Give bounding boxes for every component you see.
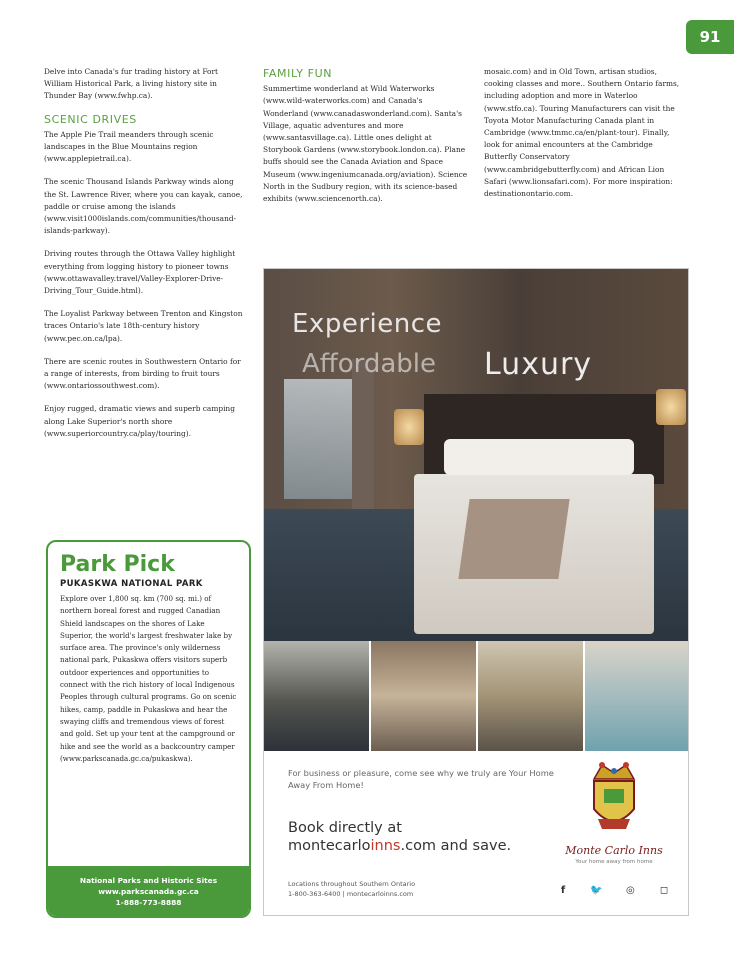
ad-tagline: For business or pleasure, come see why we truly are Your Home Away From Home! <box>288 768 554 790</box>
hero-window <box>284 379 354 499</box>
scenic-drives-heading: SCENIC DRIVES <box>44 112 137 126</box>
twitter-icon[interactable]: 🐦 <box>590 885 603 896</box>
intro-paragraph: Delve into Canada's fur trading history at Fort William Historical Park, a living history site in Thunder Bay (www.fwhp.ca). <box>44 67 219 101</box>
family-paragraph: Summertime wonderland at Wild Waterworks (www.wild-waterworks.com) and Canada's Wonderland (www.canadaswonderland.com). Santa's Village, aquatic adventures and more (www.santasvillage.ca). Little ones delight at Storybook Gardens (www.storybook.london.ca). Plane buffs should see the Canada Aviation and Space Museum (www.ingeniumcanada.org/aviation). Science North in the Sudbury region, with its science-based exhibits (www.sciencenorth.ca). <box>263 84 468 204</box>
ad-thumbnail-strip <box>264 641 689 751</box>
ad-headline-3: Luxury <box>484 347 593 382</box>
right-paragraph: mosaic.com) and in Old Town, artisan studios, cooking classes and more.. Southern Ontario farms, including adoption and more in Waterloo (www.stfo.ca). Touring Manufacturers can visit the Toyota Motor Manufacturing Canada plant in Cambridge (www.tmmc.ca/en/plant-tour). Finally, look for animal encounters at the Cambridge Butterfly Conservatory (www.cambridgebutterfly.com) and African Lion Safari (www.lionsafari.com). For more inspiration: destinationontario.com. <box>484 67 680 199</box>
column-right <box>484 66 684 211</box>
hotel-advertisement[interactable] <box>263 268 689 916</box>
footer-line-1: National Parks and Historic Sites <box>79 876 218 885</box>
book-line-1: Book directly at <box>288 820 402 836</box>
thumbnail-pool <box>585 641 689 751</box>
hero-pillows <box>444 439 634 475</box>
scenic-paragraph-4: The Loyalist Parkway between Trenton and Kingston traces Ontario's late 18th-century history (www.pec.on.ca/lpa). <box>44 309 243 343</box>
hero-bed-runner <box>458 499 569 579</box>
brand-subtitle: Your home away from home <box>575 859 653 865</box>
lamp-icon <box>394 409 424 445</box>
brand-name: Monte Carlo Inns <box>565 844 663 857</box>
ad-booking-line[interactable] <box>288 819 558 855</box>
ad-hero-image <box>264 269 689 641</box>
park-pick-subtitle: PUKASKWA NATIONAL PARK <box>60 579 203 589</box>
hero-curtain <box>352 359 374 509</box>
crest-logo-icon <box>584 759 644 839</box>
domain-part-b: inns <box>370 838 401 854</box>
scenic-paragraph-3: Driving routes through the Ottawa Valley highlight everything from logging history to pioneer towns (www.ottawavalley.travel/Valley-Explorer-Drive-Driving_Tour_Guide.html). <box>44 249 236 296</box>
ad-address: Locations throughout Southern Ontario <box>288 880 416 888</box>
column-left <box>44 66 244 451</box>
domain-part-c: .com and save. <box>400 838 512 854</box>
scenic-paragraph-2: The scenic Thousand Islands Parkway winds along the St. Lawrence River, where you can kayak, canoe, paddle or cruise among the islands (www.visit1000islands.com/communities/thousand-islands-parkway). <box>44 177 243 236</box>
column-middle <box>263 66 468 216</box>
thumbnail-lobby <box>264 641 371 751</box>
scenic-paragraph-1: The Apple Pie Trail meanders through scenic landscapes in the Blue Mountains region (www.applepietrail.ca). <box>44 129 214 164</box>
scenic-paragraph-6: Enjoy rugged, dramatic views and superb camping along Lake Superior's north shore (www.superiorcountry.ca/play/touring). <box>44 404 235 438</box>
ad-headline-1: Experience <box>292 309 442 339</box>
park-pick-footer <box>48 866 249 916</box>
ad-phone: 1-800-363-6400 | montecarloinns.com <box>288 890 414 898</box>
tripadvisor-icon[interactable]: ◎ <box>625 885 635 896</box>
park-pick-title: Park Pick <box>60 552 175 577</box>
ad-headline-2: Affordable <box>302 349 436 379</box>
footer-line-2[interactable]: www.parkscanada.gc.ca <box>98 887 199 896</box>
book-line-2[interactable] <box>288 837 558 855</box>
page-number-tab: 91 <box>686 20 734 54</box>
footer-line-3: 1-888-773-8888 <box>115 898 182 907</box>
instagram-icon[interactable]: ◻ <box>659 885 669 896</box>
ad-address-block <box>288 879 558 899</box>
lamp-icon <box>656 389 686 425</box>
domain-part-a: montecarlo <box>288 838 371 854</box>
social-icons <box>556 884 671 898</box>
thumbnail-suite <box>371 641 478 751</box>
family-fun-heading: FAMILY FUN <box>263 67 333 80</box>
scenic-paragraph-5: There are scenic routes in Southwestern Ontario for a range of interests, from birding to fruit tours (www.ontariossouthwest.com). <box>44 356 241 391</box>
thumbnail-meeting-room <box>478 641 585 751</box>
park-pick-body: Explore over 1,800 sq. km (700 sq. mi.) of northern boreal forest and rugged Canadian Shield landscapes on the shores of Lake Superior, the world's largest freshwater lake by surface area. The province's only wilderness national park, Pukaskwa offers visitors superb outdoor experiences and opportunities to connect with the rich history of local Indigenous Peoples through cultural programs. Go on scenic hikes, camp, paddle in Pukaskwa and hear the swaying cliffs and tremendous views of forest and gold. Set up your tent at the campground or hike and see the world as a backcountry camper (www.parkscanada.gc.ca/pukaskwa). <box>60 594 237 763</box>
park-pick-box <box>46 540 251 918</box>
facebook-icon[interactable]: f <box>560 885 566 896</box>
